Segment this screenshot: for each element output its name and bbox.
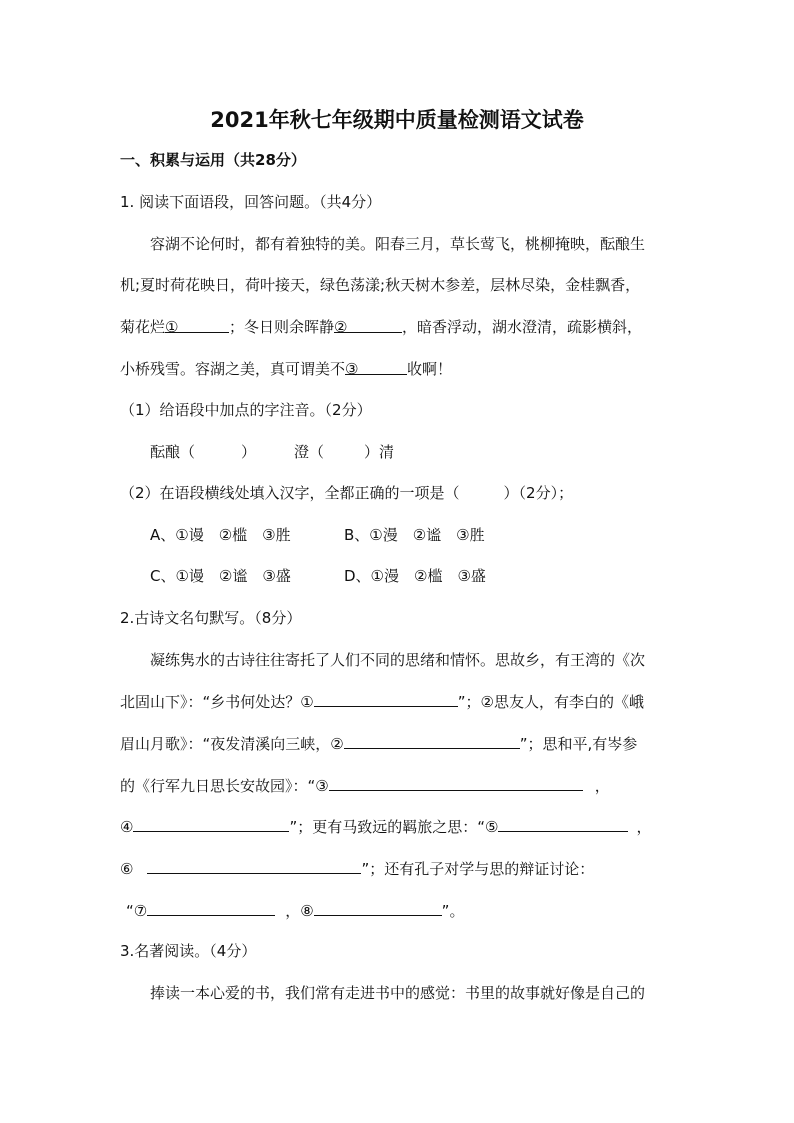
- poem-line-2: [120, 690, 644, 712]
- poem-text: 北固山下》：“乡书何处达？①: [120, 693, 314, 711]
- question-1-heading: 1. 阅读下面语段，回答问题。（共4分）: [120, 193, 382, 211]
- option-b[interactable]: B、①漫 ②谧 ③胜: [344, 526, 485, 544]
- poem-text: ”；更有马致远的羁旅之思：“⑤: [289, 818, 499, 836]
- passage-line-3: [120, 316, 642, 338]
- blank-marker-1: ①: [165, 318, 179, 336]
- exam-title: 2021年秋七年级期中质量检测语文试卷: [210, 108, 584, 132]
- poem-blank-2[interactable]: [344, 732, 520, 749]
- poem-text: ”；还有孔子对学与思的辩证讨论：: [361, 860, 595, 878]
- options-row-2: [150, 565, 486, 587]
- poem-line-6: [120, 857, 594, 879]
- poem-text: ，: [594, 777, 610, 795]
- passage-text: 收啊！: [407, 360, 453, 378]
- poem-text: ”。: [441, 902, 465, 920]
- poem-text: “⑦: [126, 902, 148, 920]
- passage-text: 小桥残雪。容湖之美，真可谓美不: [120, 360, 346, 378]
- poem-line-1: 凝练隽水的古诗往往寄托了人们不同的思绪和情怀。思故乡，有王湾的《次: [150, 651, 646, 669]
- poem-text: ”；②思友人，有李白的《峨: [457, 693, 644, 711]
- fill-blank-3[interactable]: [345, 358, 407, 378]
- blank-marker-3: ③: [345, 360, 359, 378]
- poem-text: ，⑧: [285, 902, 314, 920]
- poem-blank-8[interactable]: [314, 899, 442, 916]
- poem-line-5: [120, 815, 651, 837]
- sub-question-1: （1）给语段中加点的字注音。（2分）: [120, 401, 372, 419]
- pinyin-row: [150, 441, 394, 463]
- question-3-heading: 3.名著阅读。（4分）: [120, 942, 257, 960]
- poem-text: ”；思和平,有岑参: [519, 735, 638, 753]
- passage-text: ；冬日则余晖静: [229, 318, 335, 336]
- poem-line-3: [120, 732, 637, 754]
- passage-text: ，暗香浮动，湖水澄清，疏影横斜，: [402, 318, 643, 336]
- options-row-1: [150, 524, 485, 546]
- passage-line-2: 机;夏时荷花映日，荷叶接天，绿色荡漾;秋天树木参差，层林尽染，金桂飘香，: [120, 276, 641, 294]
- poem-blank-6[interactable]: [147, 857, 361, 874]
- poem-line-7: [120, 899, 464, 921]
- poem-text: ⑥: [120, 860, 134, 878]
- poem-text: ④: [120, 818, 134, 836]
- poem-text: 的《行军九日思长安故园》：“③: [120, 777, 329, 795]
- question-2-heading: 2.古诗文名句默写。（8分）: [120, 609, 302, 627]
- passage-line-1: 容湖不论何时，都有着独特的美。阳春三月，草长莺飞，桃柳掩映，酝酿生: [150, 235, 646, 253]
- pinyin-close-2: ）清: [364, 443, 395, 461]
- fill-blank-1[interactable]: [165, 316, 229, 336]
- option-c[interactable]: C、①谩 ②谧 ③盛: [150, 567, 291, 585]
- poem-blank-4[interactable]: [133, 815, 289, 832]
- fill-blank-2[interactable]: [334, 316, 402, 336]
- poem-blank-7[interactable]: [147, 899, 275, 916]
- passage-line-4: [120, 358, 452, 380]
- pinyin-word-2: 澄（: [294, 443, 325, 461]
- sub-question-2-text: （2）在语段横线处填入汉字，全都正确的一项是（: [120, 484, 460, 502]
- poem-text: 眉山月歌》：“夜发清溪向三峡，②: [120, 735, 344, 753]
- option-a[interactable]: A、①谩 ②槛 ③胜: [150, 526, 291, 544]
- sub-question-2-end: ）（2分）；: [503, 484, 574, 502]
- poem-line-4: [120, 774, 610, 796]
- pinyin-close-1: ）: [241, 443, 257, 461]
- poem-blank-3[interactable]: [329, 774, 583, 791]
- passage-text: 菊花烂: [120, 318, 166, 336]
- reading-line-1: 捧读一本心爱的书，我们常有走进书中的感觉：书里的故事就好像是自己的: [150, 984, 646, 1002]
- option-d[interactable]: D、①漫 ②槛 ③盛: [344, 567, 486, 585]
- poem-text: ，: [636, 818, 652, 836]
- blank-marker-2: ②: [334, 318, 348, 336]
- poem-blank-1[interactable]: [314, 690, 458, 707]
- sub-question-2: [120, 482, 573, 504]
- pinyin-word-1: 酝酿（: [150, 443, 196, 461]
- section-heading: 一、积累与运用（共28分）: [120, 151, 306, 169]
- poem-blank-5[interactable]: [498, 815, 628, 832]
